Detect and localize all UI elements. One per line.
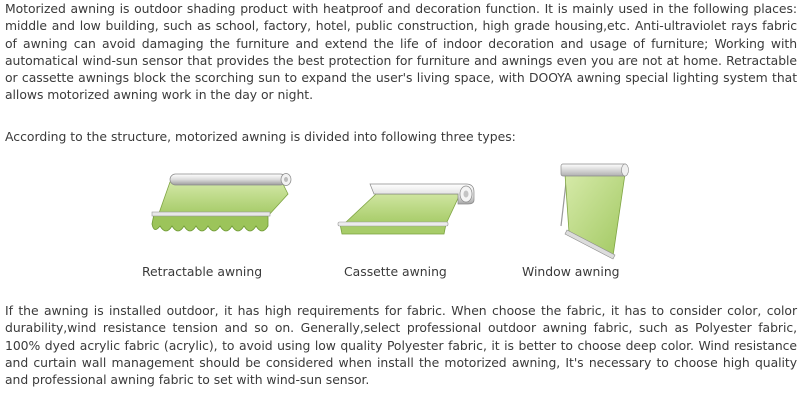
cassette-awning-icon	[330, 180, 480, 240]
intro-paragraph: Motorized awning is outdoor shading product with heatproof and decoration function. It is mainly used in the following places: middle and low building, such as school, factory, hotel, public construction, high grade housing,etc. Anti-ultraviolet rays fabric of awning can avoid damaging the furniture and extend the life of indoor decoration and usage of furniture; Working with automatical wind-sun sensor that provides the best protection for furniture and awnings even you are not at home. Retractable or cassette awnings block the scorching sun to expand the user's living space, with DOOYA awning special lighting system that allows motorized awning work in the day or night.	[5, 1, 797, 103]
cassette-awning-caption: Cassette awning	[344, 264, 447, 279]
window-awning-icon	[555, 160, 635, 262]
retractable-awning-caption: Retractable awning	[142, 264, 263, 279]
retractable-awning-icon	[140, 168, 300, 250]
fabric-requirements-paragraph: If the awning is installed outdoor, it has high requirements for fabric. When choose the fabric, it has to consider color, color durability,wind resistance tension and so on. Generally,select professional outdoor awning fabric, such as Polyester fabric, 100% dyed acrylic fabric (acrylic), to avoid using low quality Polyester fabric, it is better to choose deep color. Wind resistance and curtain wall management should be considered when install the motorized awning, It's necessary to choose high quality and professional awning fabric to set with wind-sun sensor.	[5, 303, 797, 388]
structure-heading: According to the structure, motorized awning is divided into following three types:	[5, 129, 516, 144]
window-awning-caption: Window awning	[522, 264, 620, 279]
